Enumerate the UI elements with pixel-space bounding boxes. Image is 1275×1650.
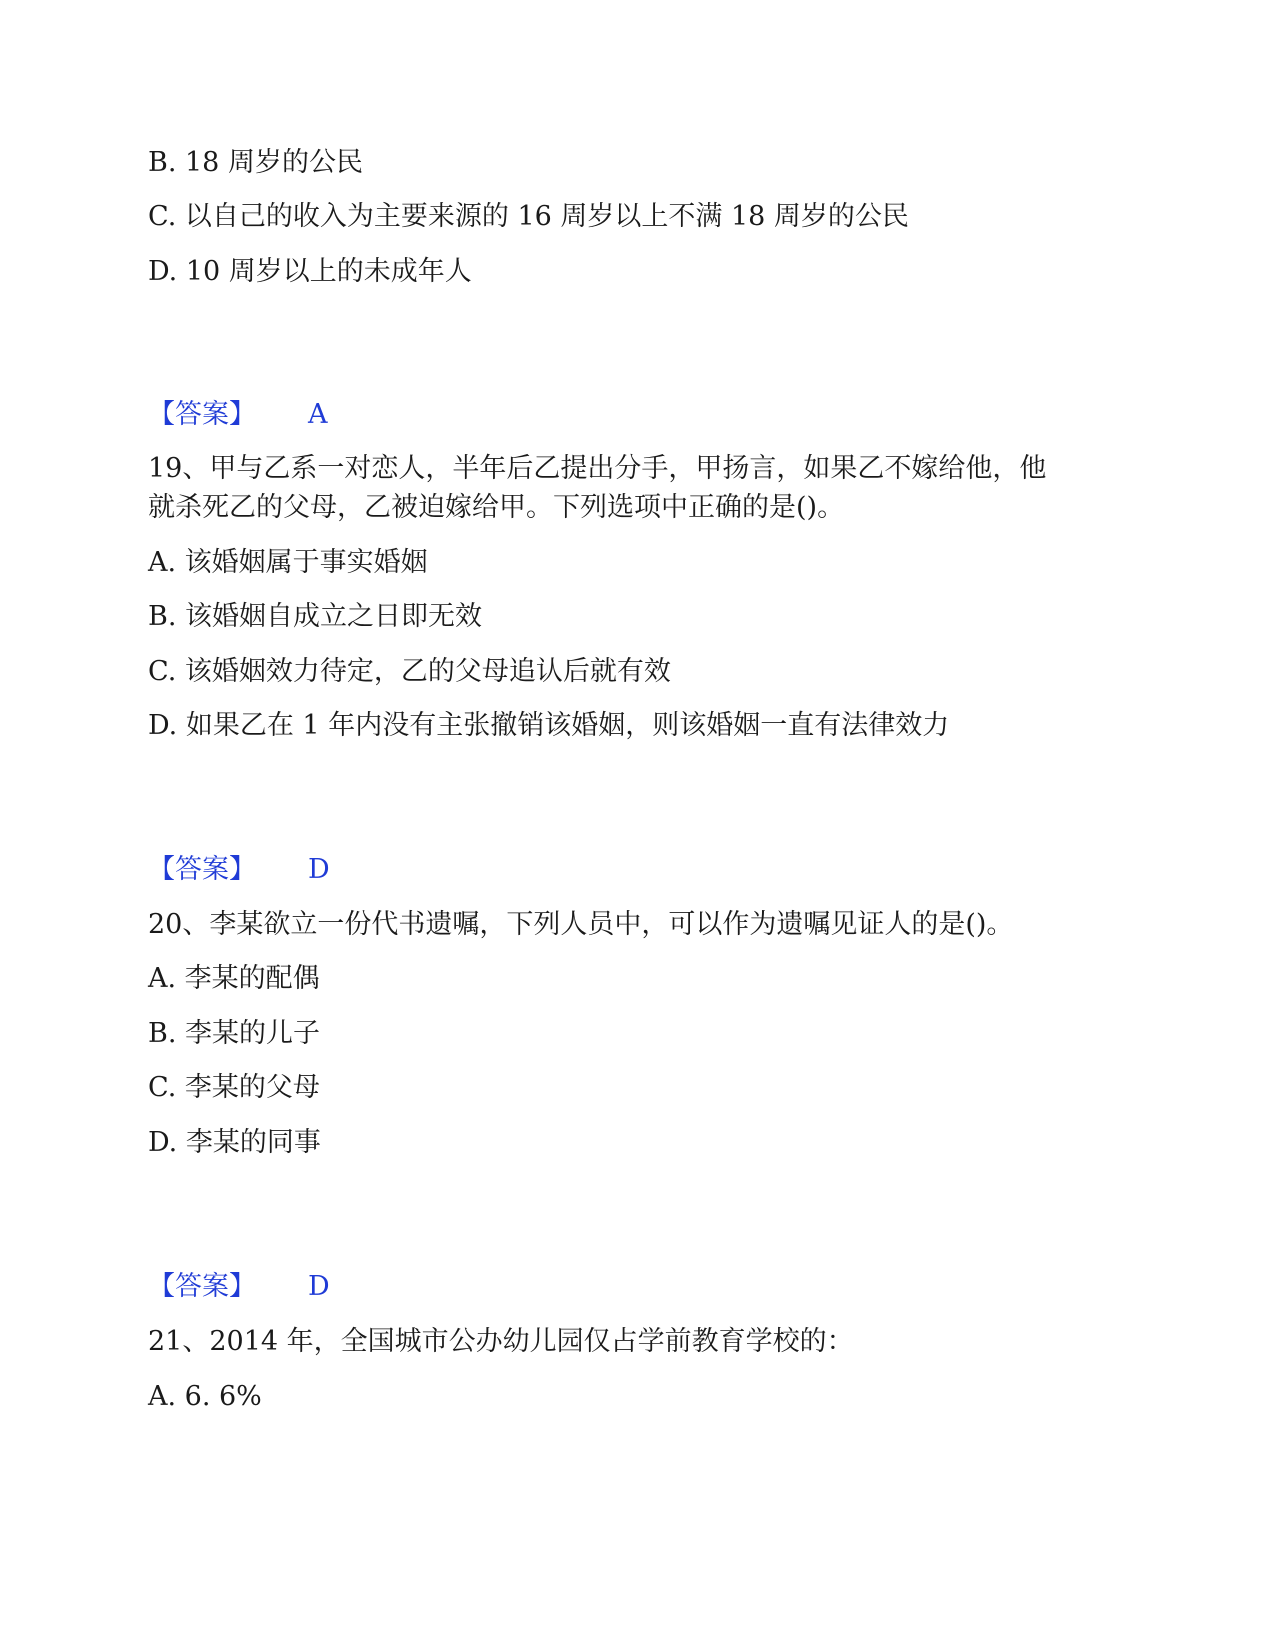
answer-label: 【答案】 [148, 1271, 256, 1302]
q20-stem: 20、李某欲立一份代书遗嘱，下列人员中，可以作为遗嘱见证人的是()。 [148, 909, 1014, 940]
q20-option-d: D. 李某的同事 [148, 1127, 321, 1158]
q19-option-c: C. 该婚姻效力待定，乙的父母追认后就有效 [148, 656, 671, 687]
q19-stem-line1: 19、甲与乙系一对恋人，半年后乙提出分手，甲扬言，如果乙不嫁给他，他 [148, 453, 1047, 484]
q20-option-b: B. 李某的儿子 [148, 1018, 321, 1049]
answer-value: A [308, 399, 328, 430]
q18-option-d: D. 10 周岁以上的未成年人 [148, 256, 472, 287]
answer-label: 【答案】 [148, 854, 256, 885]
q18-answer [148, 398, 448, 432]
q19-option-d: D. 如果乙在 1 年内没有主张撤销该婚姻，则该婚姻一直有法律效力 [148, 710, 950, 741]
q20-option-a: A. 李某的配偶 [148, 963, 320, 994]
q19-option-a: A. 该婚姻属于事实婚姻 [148, 547, 428, 578]
q19-answer [148, 853, 448, 887]
q18-option-b: B. 18 周岁的公民 [148, 147, 363, 178]
q21-option-a: A. 6. 6% [148, 1381, 262, 1412]
q21-stem: 21、2014 年，全国城市公办幼儿园仅占学前教育学校的： [148, 1326, 854, 1357]
answer-label: 【答案】 [148, 399, 256, 430]
q19-stem-line2: 就杀死乙的父母，乙被迫嫁给甲。下列选项中正确的是()。 [148, 492, 845, 523]
q20-answer [148, 1270, 448, 1304]
q20-option-c: C. 李某的父母 [148, 1072, 320, 1103]
answer-value: D [308, 854, 330, 885]
answer-value: D [308, 1271, 330, 1302]
q19-option-b: B. 该婚姻自成立之日即无效 [148, 601, 483, 632]
q18-option-c: C. 以自己的收入为主要来源的 16 周岁以上不满 18 周岁的公民 [148, 201, 909, 232]
